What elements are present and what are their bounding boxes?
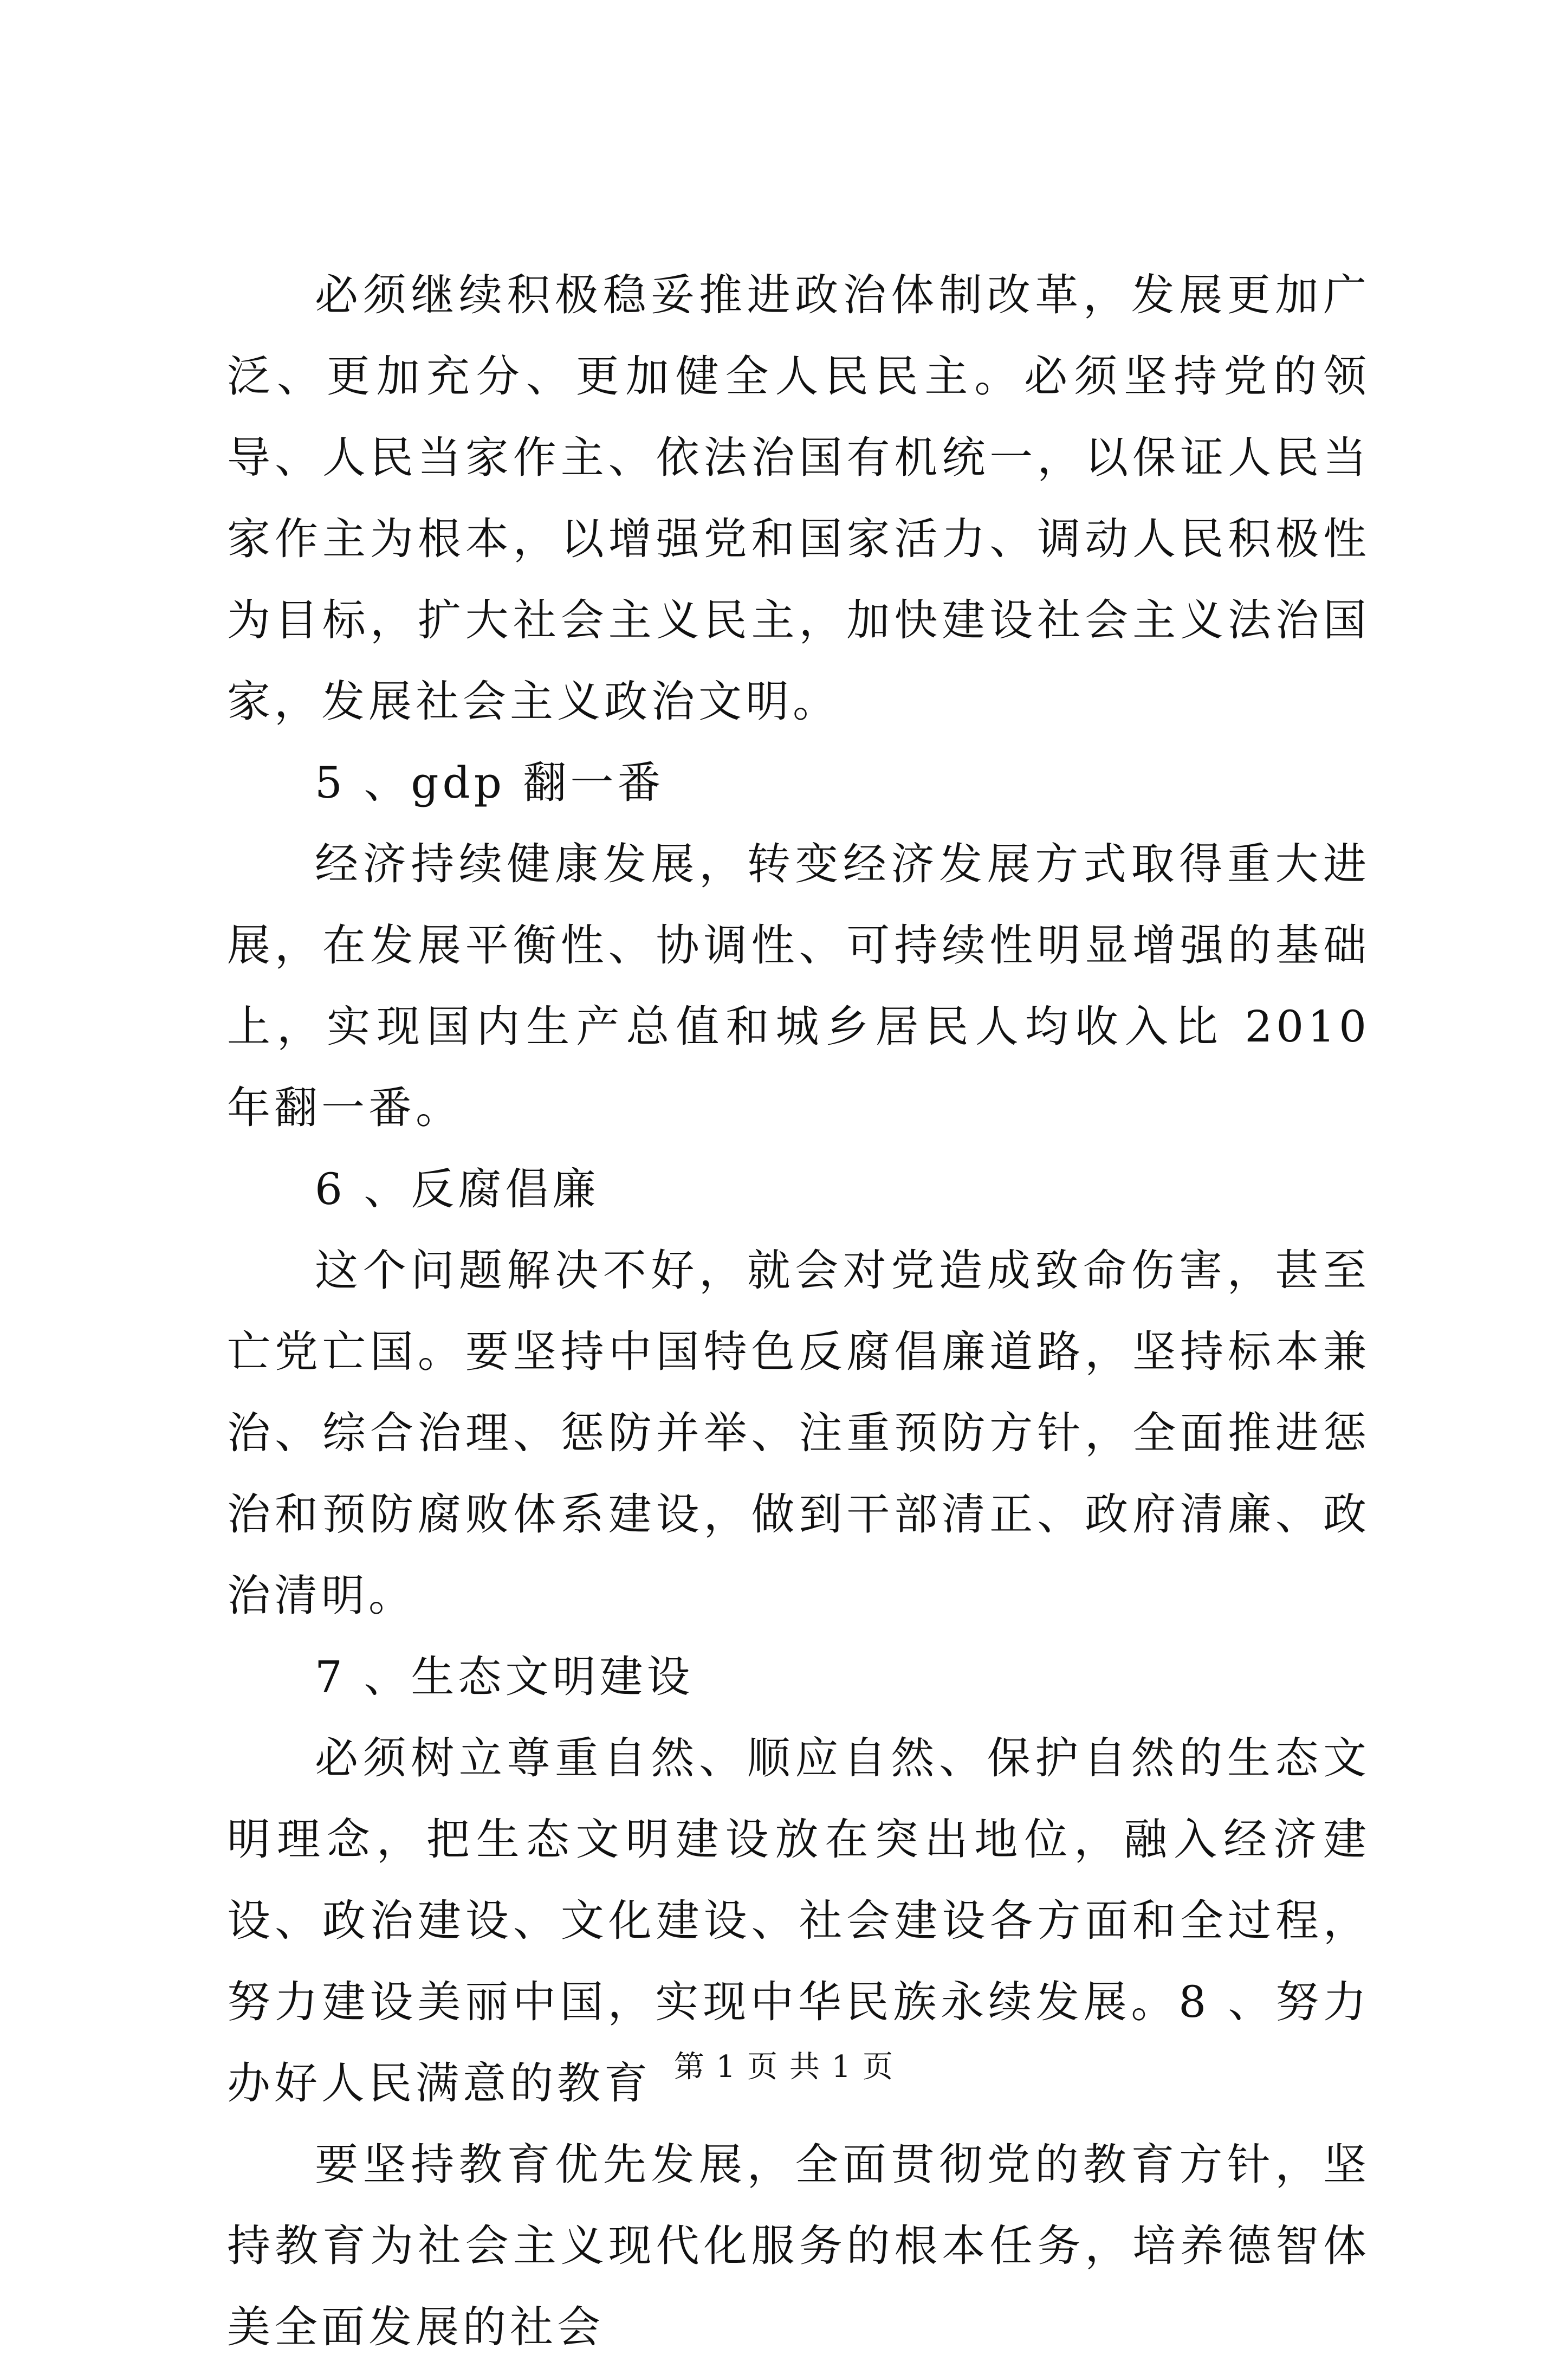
paragraph-anti-corruption: 这个问题解决不好，就会对党造成致命伤害，甚至亡党亡国。要坚持中国特色反腐倡廉道路，坚持标本兼治、综合治理、惩防并举、注重预防方针，全面推进惩治和预防腐败体系建设，做到干部清正、政府清廉、政治清明。	[227, 1245, 1370, 1621]
heading-anti-corruption: 6 、反腐倡廉	[315, 1164, 600, 1214]
paragraph-political-reform: 必须继续积极稳妥推进政治体制改革，发展更加广泛、更加充分、更加健全人民民主。必须坚持党的领导、人民当家作主、依法治国有机统一，以保证人民当家作主为根本，以增强党和国家活力、调动人民积极性为目标，扩大社会主义民主，加快建设社会主义法治国家，发展社会主义政治文明。	[227, 270, 1370, 727]
paragraph-economic-development: 经济持续健康发展，转变经济发展方式取得重大进展，在发展平衡性、协调性、可持续性明显增强的基础上，实现国内生产总值和城乡居民人均收入比 2010 年翻一番。	[227, 839, 1370, 1133]
paragraph-ecological-civilization: 必须树立尊重自然、顺应自然、保护自然的生态文明理念，把生态文明建设放在突出地位，融入经济建设、政治建设、文化建设、社会建设各方面和全过程，努力建设美丽中国，实现中华民族永续发展。8 、努力办好人民满意的教育	[227, 1733, 1370, 2108]
heading-ecological-civilization: 7 、生态文明建设	[315, 1652, 694, 1702]
heading-gdp-doubling: 5 、gdp 翻一番	[315, 758, 665, 808]
paragraph-education: 要坚持教育优先发展，全面贯彻党的教育方针，坚持教育为社会主义现代化服务的根本任务，培养德智体美全面发展的社会	[227, 2139, 1370, 2352]
page-footer: 第 1 页 共 1 页	[673, 2049, 895, 2085]
